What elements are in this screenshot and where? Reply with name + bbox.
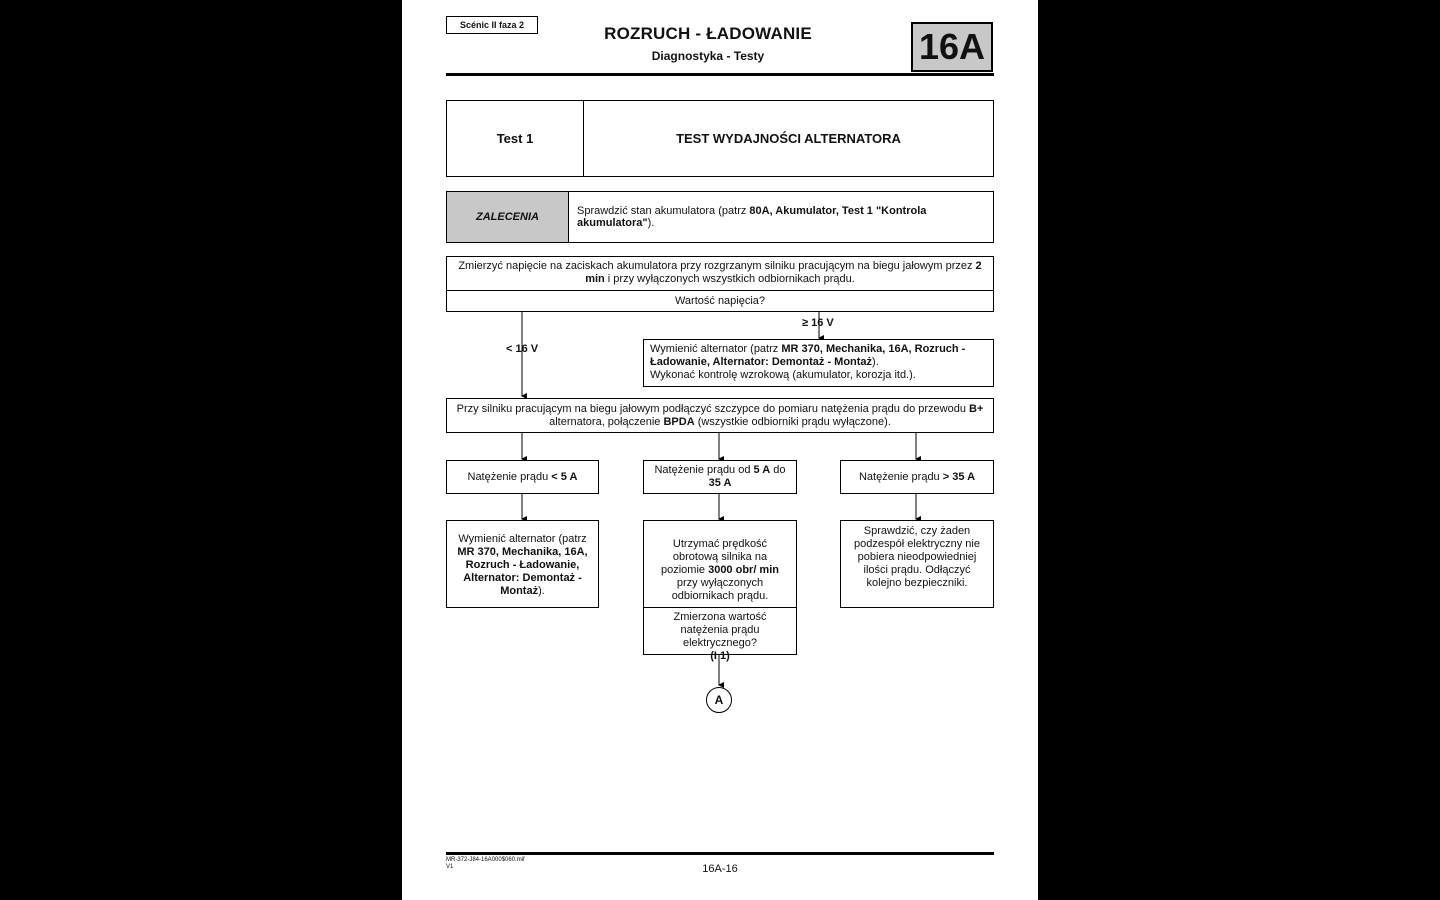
connector-a: A	[706, 687, 732, 713]
page-subtitle: Diagnostyka - Testy	[651, 49, 765, 63]
action-mid-box: Utrzymać prędkość obrotową silnika na poziomie 3000 obr/ min przy wyłączonych odbiornikach prądu.	[643, 520, 797, 608]
footer-rule	[446, 852, 994, 855]
page-title: ROZRUCH - ŁADOWANIE	[604, 24, 812, 43]
replace-alternator-step: Wymienić alternator (patrz MR 370, Mechanika, 16A, Rozruch - Ładowanie, Alternator: Demontaż - Montaż). Wykonać kontrolę wzrokową (akumulator, korozja itd.).	[643, 339, 994, 387]
test-name: TEST WYDAJNOŚCI ALTERNATORA	[676, 131, 901, 146]
document-page	[402, 0, 1038, 900]
section-badge: 16A	[911, 22, 993, 72]
page-number: 16A-16	[702, 863, 738, 875]
model-label: Scénic II faza 2	[446, 16, 538, 34]
branch-high-voltage: ≥ 16 V	[802, 317, 834, 329]
current-low-box: Natężenie prądu < 5 A	[446, 460, 599, 494]
test-number: Test 1	[447, 101, 584, 176]
flow-arrows	[402, 0, 1038, 900]
measured-current-question: Zmierzona wartość natężenia prądu elektrycznego? (I 1)	[643, 607, 797, 655]
voltage-question: Wartość napięcia?	[446, 290, 994, 312]
action-high-box: Sprawdzić, czy żaden podzespół elektryczny nie pobiera nieodpowiedniej ilości prądu. Odłączyć kolejno bezpieczniki.	[840, 520, 994, 608]
recommendation-text: Sprawdzić stan akumulatora (patrz 80A, Akumulator, Test 1 "Kontrola akumulatora").	[577, 205, 927, 229]
current-high-box: Natężenie prądu > 35 A	[840, 460, 994, 494]
clamp-meter-step: Przy silniku pracującym na biegu jałowym podłączyć szczypce do pomiaru natężenia prądu do przewodu B+ alternatora, połączenie BPDA (wszystkie odbiorniki prądu wyłączone).	[446, 398, 994, 433]
branch-low-voltage: < 16 V	[506, 343, 539, 355]
action-low-box: Wymienić alternator (patrz MR 370, Mechanika, 16A, Rozruch - Ładowanie, Alternator: Demontaż - Montaż).	[446, 520, 599, 608]
current-mid-box: Natężenie prądu od 5 A do 35 A	[643, 460, 797, 494]
recommendation-label: ZALECENIA	[447, 192, 569, 242]
footer-doc-ref: MR-372-J84-16A000$060.mif V1	[446, 857, 525, 870]
measure-voltage-step: Zmierzyć napięcie na zaciskach akumulatora przy rozgrzanym silniku pracującym na biegu jałowym przez 2 min i przy wyłączonych wszystkich odbiornikach prądu.	[446, 256, 994, 291]
